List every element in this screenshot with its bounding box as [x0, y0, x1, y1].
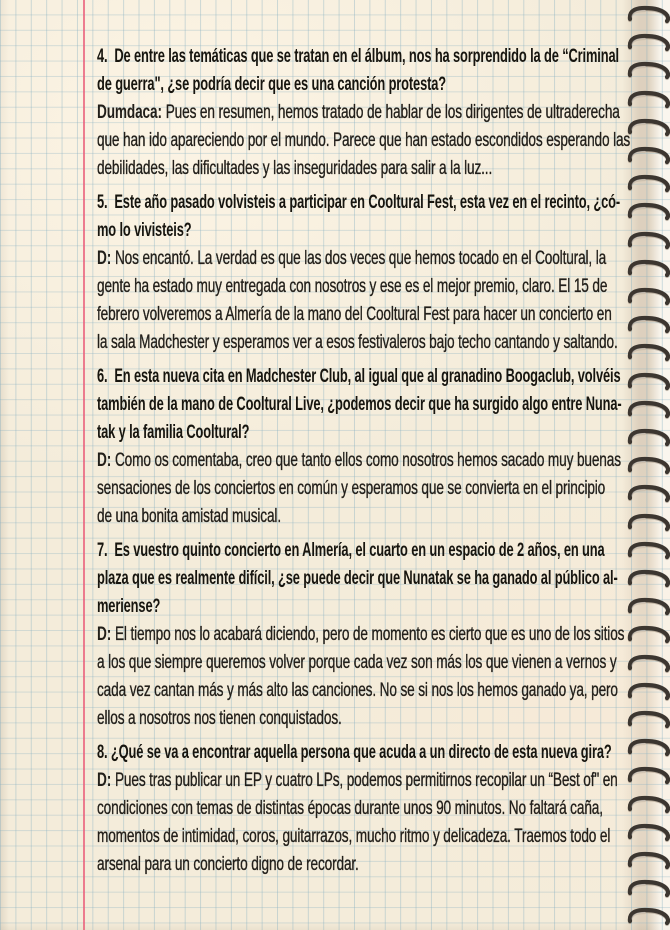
spiral-ring-icon	[626, 371, 670, 391]
answer-text: Como os comentaba, creo que tanto ellos como nosotros hemos sacado muy buenas	[114, 449, 621, 471]
answer-line: sensaciones de los conciertos en común y esperamos que se convierta en el principio	[97, 477, 606, 499]
speaker-prefix: D:	[97, 769, 112, 791]
spiral-ring-icon	[626, 286, 670, 306]
spiral-ring-icon	[626, 681, 670, 701]
answer-line: arsenal para un concierto digno de recordar.	[97, 853, 359, 875]
interview-section	[97, 536, 624, 732]
spiral-ring-icon	[626, 60, 670, 80]
answer-text: Nos encantó. La verdad es que las dos veces que hemos tocado en el Cooltural, la	[114, 247, 607, 269]
answer-line: ellos a nosotros nos tienen conquistados.	[97, 707, 342, 729]
question-line: tak y la familia Cooltural?	[97, 421, 250, 443]
spiral-ring-icon	[626, 145, 670, 165]
question-line: plaza que es realmente difícil, ¿se puede decir que Nunatak se ha ganado al público al-	[97, 567, 618, 589]
spiral-ring-icon	[626, 32, 670, 52]
interview-section	[97, 738, 624, 878]
answer-line	[97, 620, 625, 648]
answer-line: de una bonita amistad musical.	[97, 505, 281, 527]
answer-line: momentos de intimidad, coros, guitarrazos, mucho ritmo y delicadeza. Traemos todo el	[97, 825, 611, 847]
answer-text: Pues en resumen, hemos tratado de hablar de los dirigentes de ultraderecha	[165, 101, 620, 123]
question-line: de guerra", ¿se podría decir que es una canción protesta?	[97, 73, 447, 95]
question-line: 4. De entre las temáticas que se tratan en el álbum, nos ha sorprendido la de “Criminal	[97, 45, 619, 67]
spiral-ring-icon	[626, 258, 670, 278]
spiral-ring-icon	[626, 765, 670, 785]
spiral-ring-icon	[626, 314, 670, 334]
answer-line: gente ha estado muy entregada con nosotros y ese es el mejor premio, claro. El 15 de	[97, 275, 608, 297]
speaker-prefix: D:	[97, 623, 112, 645]
spiral-ring-icon	[626, 794, 670, 814]
question-line: meriense?	[97, 595, 161, 617]
answer-line	[97, 766, 618, 794]
spiral-ring-icon	[626, 173, 670, 193]
spiral-ring-icon	[626, 342, 670, 362]
spiral-ring-icon	[626, 737, 670, 757]
answer-line: que han ido apareciendo por el mundo. Parece que han estado escondidos esperando las	[97, 129, 631, 151]
spiral-ring-icon	[626, 89, 670, 109]
spiral-ring-icon	[626, 568, 670, 588]
interview-section	[97, 188, 624, 356]
spiral-ring-icon	[626, 483, 670, 503]
answer-text: Pues tras publicar un EP y cuatro LPs, podemos permitirnos recopilar un “Best of" en	[114, 769, 618, 791]
answer-line: la sala Madchester y esperamos ver a esos festivaleros bajo techo cantando y saltando.	[97, 331, 618, 353]
answer-line	[97, 244, 607, 272]
spiral-ring-icon	[626, 399, 670, 419]
question-line: 5. Este año pasado volvisteis a participar en Cooltural Fest, esta vez en el recinto, ¿có-	[97, 191, 620, 213]
speaker-prefix: D:	[97, 247, 112, 269]
answer-text: El tiempo nos lo acabará diciendo, pero de momento es cierto que es uno de los sitios	[114, 623, 625, 645]
spiral-ring-icon	[626, 709, 670, 729]
spiral-ring-icon	[626, 906, 670, 926]
question-line: 8. ¿Qué se va a encontrar aquella persona que acuda a un directo de esta nueva gira?	[97, 741, 612, 763]
interview-text	[97, 42, 631, 884]
interview-section	[97, 42, 631, 182]
question-line: mo lo vivisteis?	[97, 219, 192, 241]
spiral-ring-icon	[626, 878, 670, 898]
spiral-ring-icon	[626, 230, 670, 250]
spiral-ring-icon	[626, 624, 670, 644]
spiral-ring-icon	[626, 653, 670, 673]
spiral-ring-icon	[626, 455, 670, 475]
spiral-ring-icon	[626, 427, 670, 447]
spiral-ring-icon	[626, 512, 670, 532]
speaker-prefix: Dumdaca:	[97, 101, 162, 123]
answer-line: a los que siempre queremos volver porque cada vez son más los que vienen a vernos y	[97, 651, 617, 673]
spiral-ring-icon	[626, 117, 670, 137]
answer-line	[97, 446, 621, 474]
margin-rule	[83, 0, 85, 930]
interview-section	[97, 362, 624, 530]
spiral-ring-icon	[626, 822, 670, 842]
answer-line	[97, 98, 620, 126]
spiral-ring-icon	[626, 540, 670, 560]
answer-line: condiciones con temas de distintas épocas durante unos 90 minutos. No faltará caña,	[97, 797, 603, 819]
question-line: también de la mano de Cooltural Live, ¿podemos decir que ha surgido algo entre Nuna-	[97, 393, 622, 415]
spiral-ring-icon	[626, 4, 670, 24]
spiral-ring-icon	[626, 201, 670, 221]
question-line: 7. Es vuestro quinto concierto en Almería, el cuarto en un espacio de 2 años, en una	[97, 539, 605, 561]
answer-line: debilidades, las dificultades y las inseguridades para salir a la luz...	[97, 157, 493, 179]
speaker-prefix: D:	[97, 449, 112, 471]
spiral-ring-icon	[626, 596, 670, 616]
answer-line: cada vez cantan más y más alto las canciones. No se si nos los hemos ganado ya, pero	[97, 679, 618, 701]
spiral-ring-icon	[626, 850, 670, 870]
answer-line: febrero volveremos a Almería de la mano del Cooltural Fest para hacer un concierto en	[97, 303, 612, 325]
question-line: 6. En esta nueva cita en Madchester Club, al igual que al granadino Boogaclub, volvéis	[97, 365, 621, 387]
